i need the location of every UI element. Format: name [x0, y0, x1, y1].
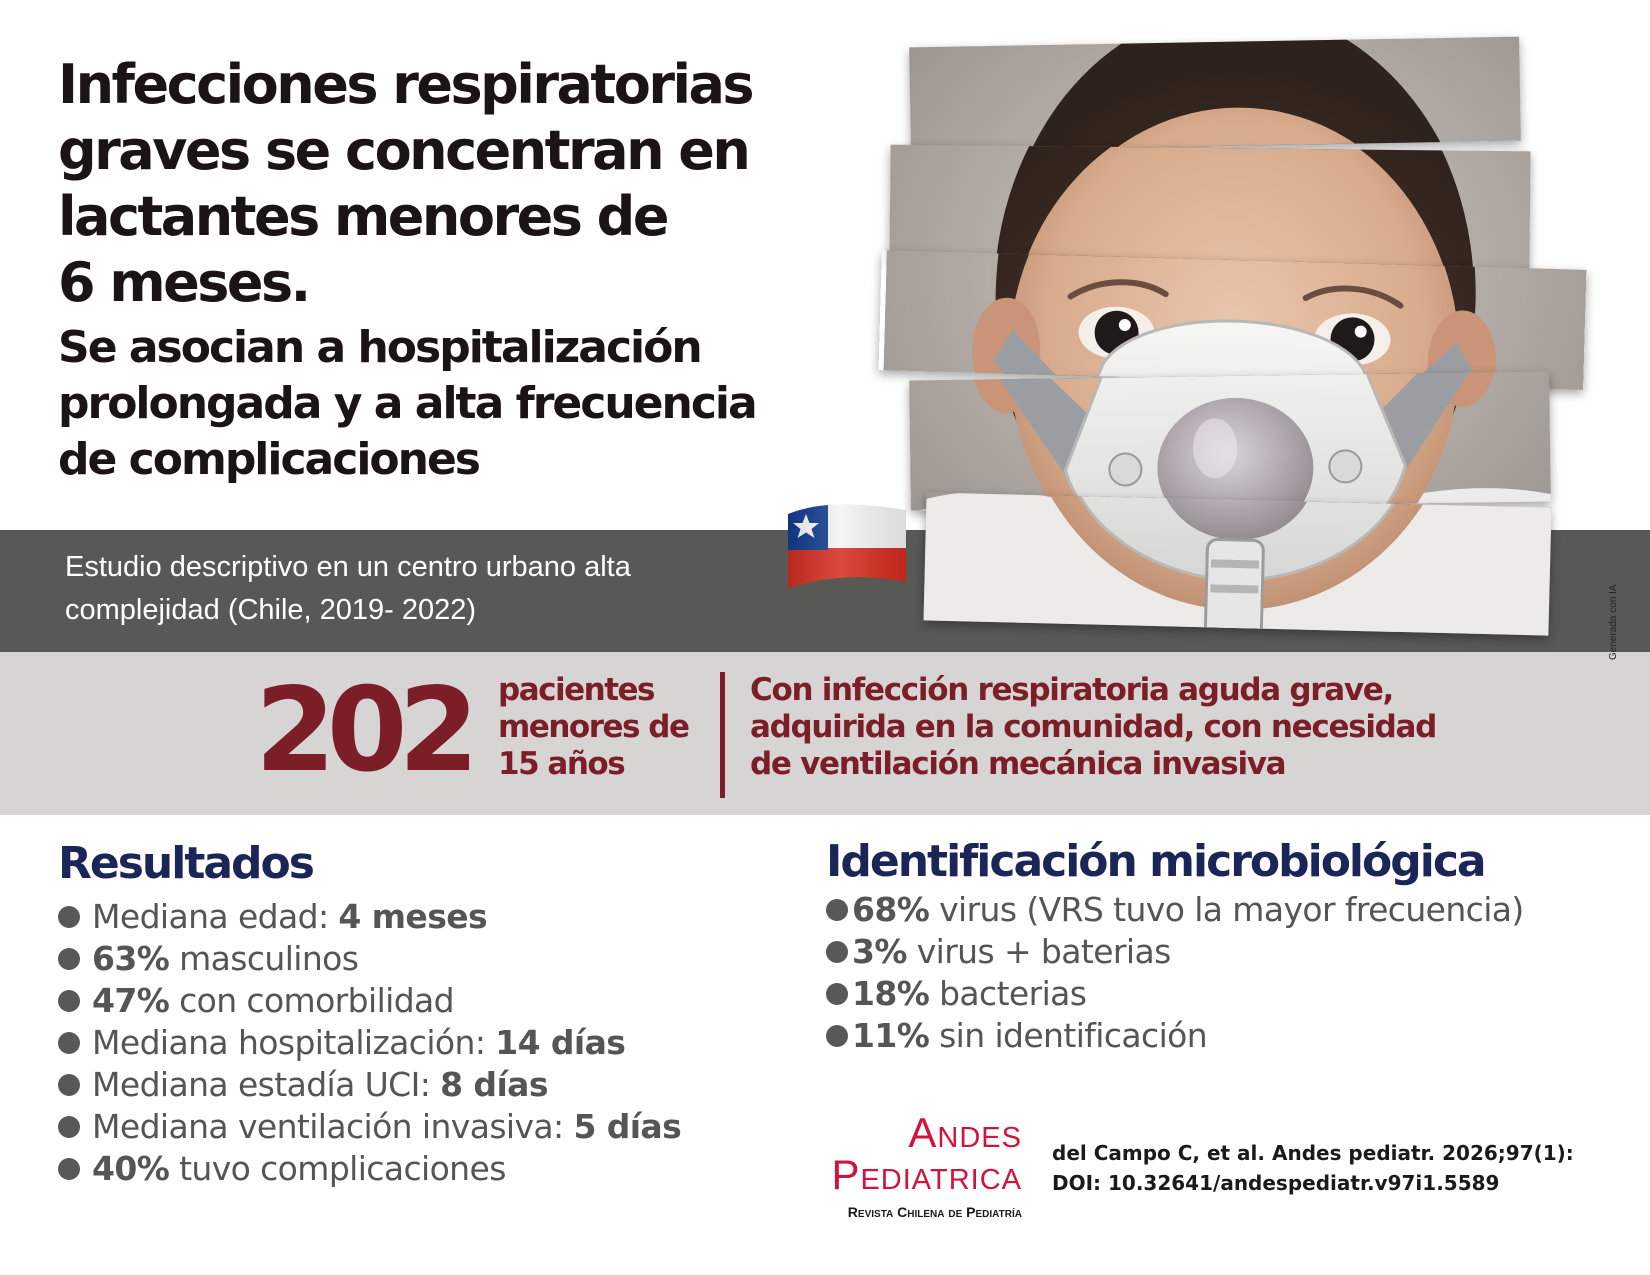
- patient-count-label: [498, 672, 708, 783]
- citation-line: del Campo C, et al. Andes pediatr. 2026;97(1):: [1052, 1141, 1574, 1165]
- criteria-line: adquirida en la comunidad, con necesidad: [750, 709, 1437, 745]
- subtitle-line: prolongada y a alta frecuencia: [58, 378, 756, 429]
- item-text: con comorbilidad: [169, 981, 455, 1020]
- bullet-icon: [58, 1158, 80, 1180]
- item-value: 3%: [852, 932, 907, 971]
- bullet-icon: [58, 906, 80, 928]
- item-text: Mediana edad:: [92, 897, 339, 936]
- list-item: [58, 1148, 681, 1190]
- list-item: [58, 1106, 681, 1148]
- study-line: Estudio descriptivo en un centro urbano alta: [65, 551, 631, 583]
- patient-label-line: menores de: [498, 709, 689, 745]
- main-title: [58, 52, 878, 316]
- item-text: Mediana estadía UCI:: [92, 1065, 441, 1104]
- bullet-icon: [58, 990, 80, 1012]
- list-item: [58, 938, 681, 980]
- photo-credit: Generada con IA: [1608, 584, 1619, 660]
- list-item: [826, 973, 1524, 1015]
- item-text: Mediana hospitalización:: [92, 1023, 496, 1062]
- subtitle: [58, 320, 878, 488]
- microbiology-list: [826, 889, 1524, 1057]
- item-value: 5 días: [573, 1107, 682, 1146]
- headline: [58, 52, 878, 488]
- item-value: 47%: [92, 981, 170, 1020]
- results-title: Resultados: [58, 838, 313, 889]
- list-item: [826, 1015, 1524, 1057]
- item-value: 63%: [92, 939, 170, 978]
- item-value: 8 días: [440, 1065, 548, 1104]
- citation: [1052, 1138, 1612, 1198]
- logo-word: [908, 1110, 1022, 1156]
- photo-strip: [909, 37, 1521, 152]
- microbiology-title: Identificación microbiológica: [826, 836, 1485, 887]
- patient-count: 202: [255, 663, 471, 798]
- item-text: Mediana ventilación invasiva:: [92, 1107, 574, 1146]
- logo-line: Andes: [908, 1109, 1022, 1156]
- list-item: [58, 896, 681, 938]
- chile-flag-icon: [784, 500, 910, 592]
- list-item: [58, 1022, 681, 1064]
- patient-label-line: pacientes: [498, 672, 655, 708]
- list-item: [58, 980, 681, 1022]
- item-value: 11%: [852, 1016, 930, 1055]
- item-value: 40%: [92, 1149, 170, 1188]
- patients-band: [0, 652, 1650, 815]
- bullet-icon: [58, 1032, 80, 1054]
- main-title-line: Infecciones respiratorias: [58, 53, 753, 116]
- criteria-line: de ventilación mecánica invasiva: [750, 746, 1286, 782]
- main-title-line: 6 meses.: [58, 251, 309, 314]
- bullet-icon: [58, 948, 80, 970]
- photo-strip: [878, 250, 1586, 390]
- patient-label-line: 15 años: [498, 746, 625, 782]
- photo-strip: [909, 372, 1551, 511]
- divider: [720, 672, 725, 798]
- item-text: virus (VRS tuvo la mayor frecuencia): [929, 890, 1524, 929]
- study-description: [65, 546, 765, 632]
- item-text: virus + baterias: [906, 932, 1171, 971]
- item-text: bacterias: [929, 974, 1087, 1013]
- item-value: 68%: [852, 890, 930, 929]
- study-line: complejidad (Chile, 2019- 2022): [65, 594, 477, 626]
- photo-strip: [889, 145, 1530, 270]
- item-text: tuvo complicaciones: [169, 1149, 506, 1188]
- bullet-icon: [826, 1025, 848, 1047]
- bullet-icon: [826, 983, 848, 1005]
- bullet-icon: [58, 1116, 80, 1138]
- journal-logo: [762, 1110, 1027, 1225]
- list-item: [826, 889, 1524, 931]
- list-item: [58, 1064, 681, 1106]
- main-title-line: graves se concentran en: [58, 119, 749, 182]
- subtitle-line: Se asocian a hospitalización: [58, 322, 701, 373]
- item-value: 18%: [852, 974, 930, 1013]
- citation-doi: DOI: 10.32641/andespediatr.v97i1.5589: [1052, 1171, 1500, 1195]
- infant-photo: [880, 38, 1620, 638]
- subtitle-line: de complicaciones: [58, 434, 479, 485]
- bullet-icon: [826, 941, 848, 963]
- item-text: masculinos: [169, 939, 359, 978]
- bullet-icon: [58, 1074, 80, 1096]
- item-text: sin identificación: [929, 1016, 1208, 1055]
- logo-line: Revista Chilena de Pediatría: [847, 1204, 1022, 1220]
- criteria-line: Con infección respiratoria aguda grave,: [750, 672, 1393, 708]
- inclusion-criteria: [750, 672, 1510, 783]
- list-item: [826, 931, 1524, 973]
- item-value: 14 días: [495, 1023, 626, 1062]
- bullet-icon: [826, 899, 848, 921]
- main-title-line: lactantes menores de: [58, 185, 667, 248]
- logo-line: Pediatrica: [831, 1151, 1022, 1198]
- logo-word: [831, 1152, 1022, 1198]
- logo-tagline: [848, 1204, 1022, 1220]
- results-list: [58, 896, 681, 1190]
- photo-strip: [924, 492, 1552, 635]
- item-value: 4 meses: [338, 897, 488, 936]
